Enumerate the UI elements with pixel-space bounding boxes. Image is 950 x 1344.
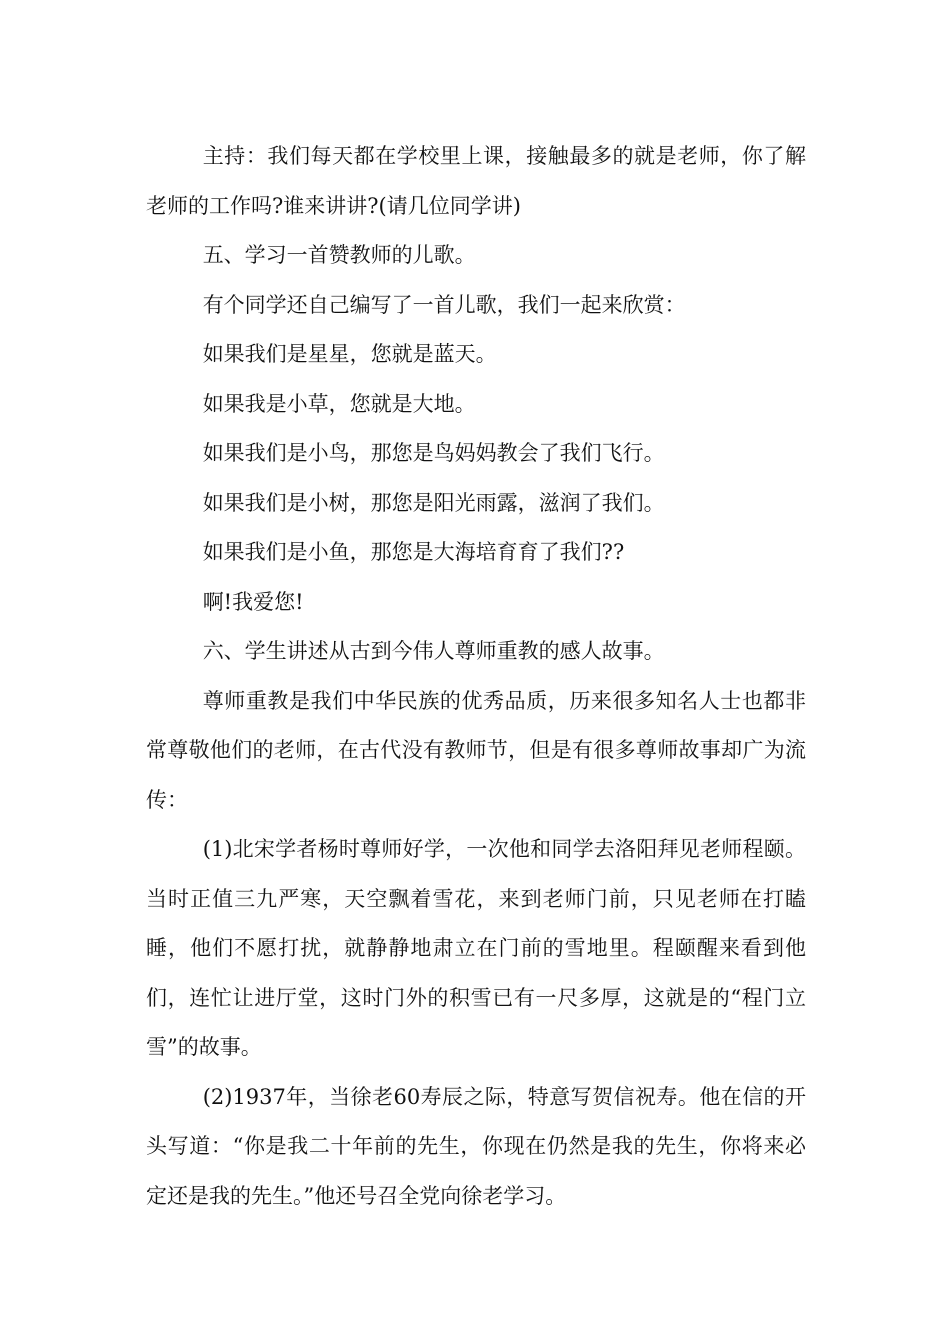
poem-line-1: 如果我们是星星，您就是蓝天。	[202, 342, 497, 366]
poem-line-2: 如果我是小草，您就是大地。	[202, 391, 476, 416]
paragraph-story-one: (1)北宋学者杨时尊师好学，一次他和同学去洛阳拜见老师程颐。当时正值三九严寒，天空飘着雪花，来到老师门前，只见老师在打瞌睡，他们不愿打扰，就静静地肃立在门前的雪地里。程颐醒来看到他们，连忙让进厅堂，这时门外的积雪已有一尺多厚，这就是的“程门立雪”的故事。	[146, 837, 806, 1059]
poem-line-5: 如果我们是小鱼，那您是大海培育育了我们??	[202, 540, 625, 564]
paragraph-section-five-heading: 五、学习一首赞教师的儿歌。	[202, 243, 476, 267]
poem-line-6: 啊!我爱您!	[202, 589, 304, 614]
document-body	[146, 132, 806, 1221]
poem-line-3: 如果我们是小鸟，那您是鸟妈妈教会了我们飞行。	[202, 441, 665, 465]
paragraph-respect-teachers: 尊师重教是我们中华民族的优秀品质，历来很多知名人士也都非常尊敬他们的老师，在古代没有教师节，但是有很多尊师故事却广为流传：	[146, 688, 806, 812]
poem-line-4: 如果我们是小树，那您是阳光雨露，滋润了我们。	[202, 490, 665, 515]
paragraph-story-two: (2)1937年，当徐老60寿辰之际，特意写贺信祝寿。他在信的开头写道：“你是我二十年前的先生，你现在仍然是我的先生，你将来必定还是我的先生。”他还号召全党向徐老学习。	[146, 1084, 806, 1208]
paragraph-section-six-heading: 六、学生讲述从古到今伟人尊师重教的感人故事。	[202, 639, 665, 663]
paragraph-host-intro: 主持：我们每天都在学校里上课，接触最多的就是老师，你了解老师的工作吗?谁来讲讲?(请几位同学讲)	[146, 144, 806, 218]
paragraph-song-intro: 有个同学还自己编写了一首儿歌，我们一起来欣赏：	[202, 292, 686, 317]
